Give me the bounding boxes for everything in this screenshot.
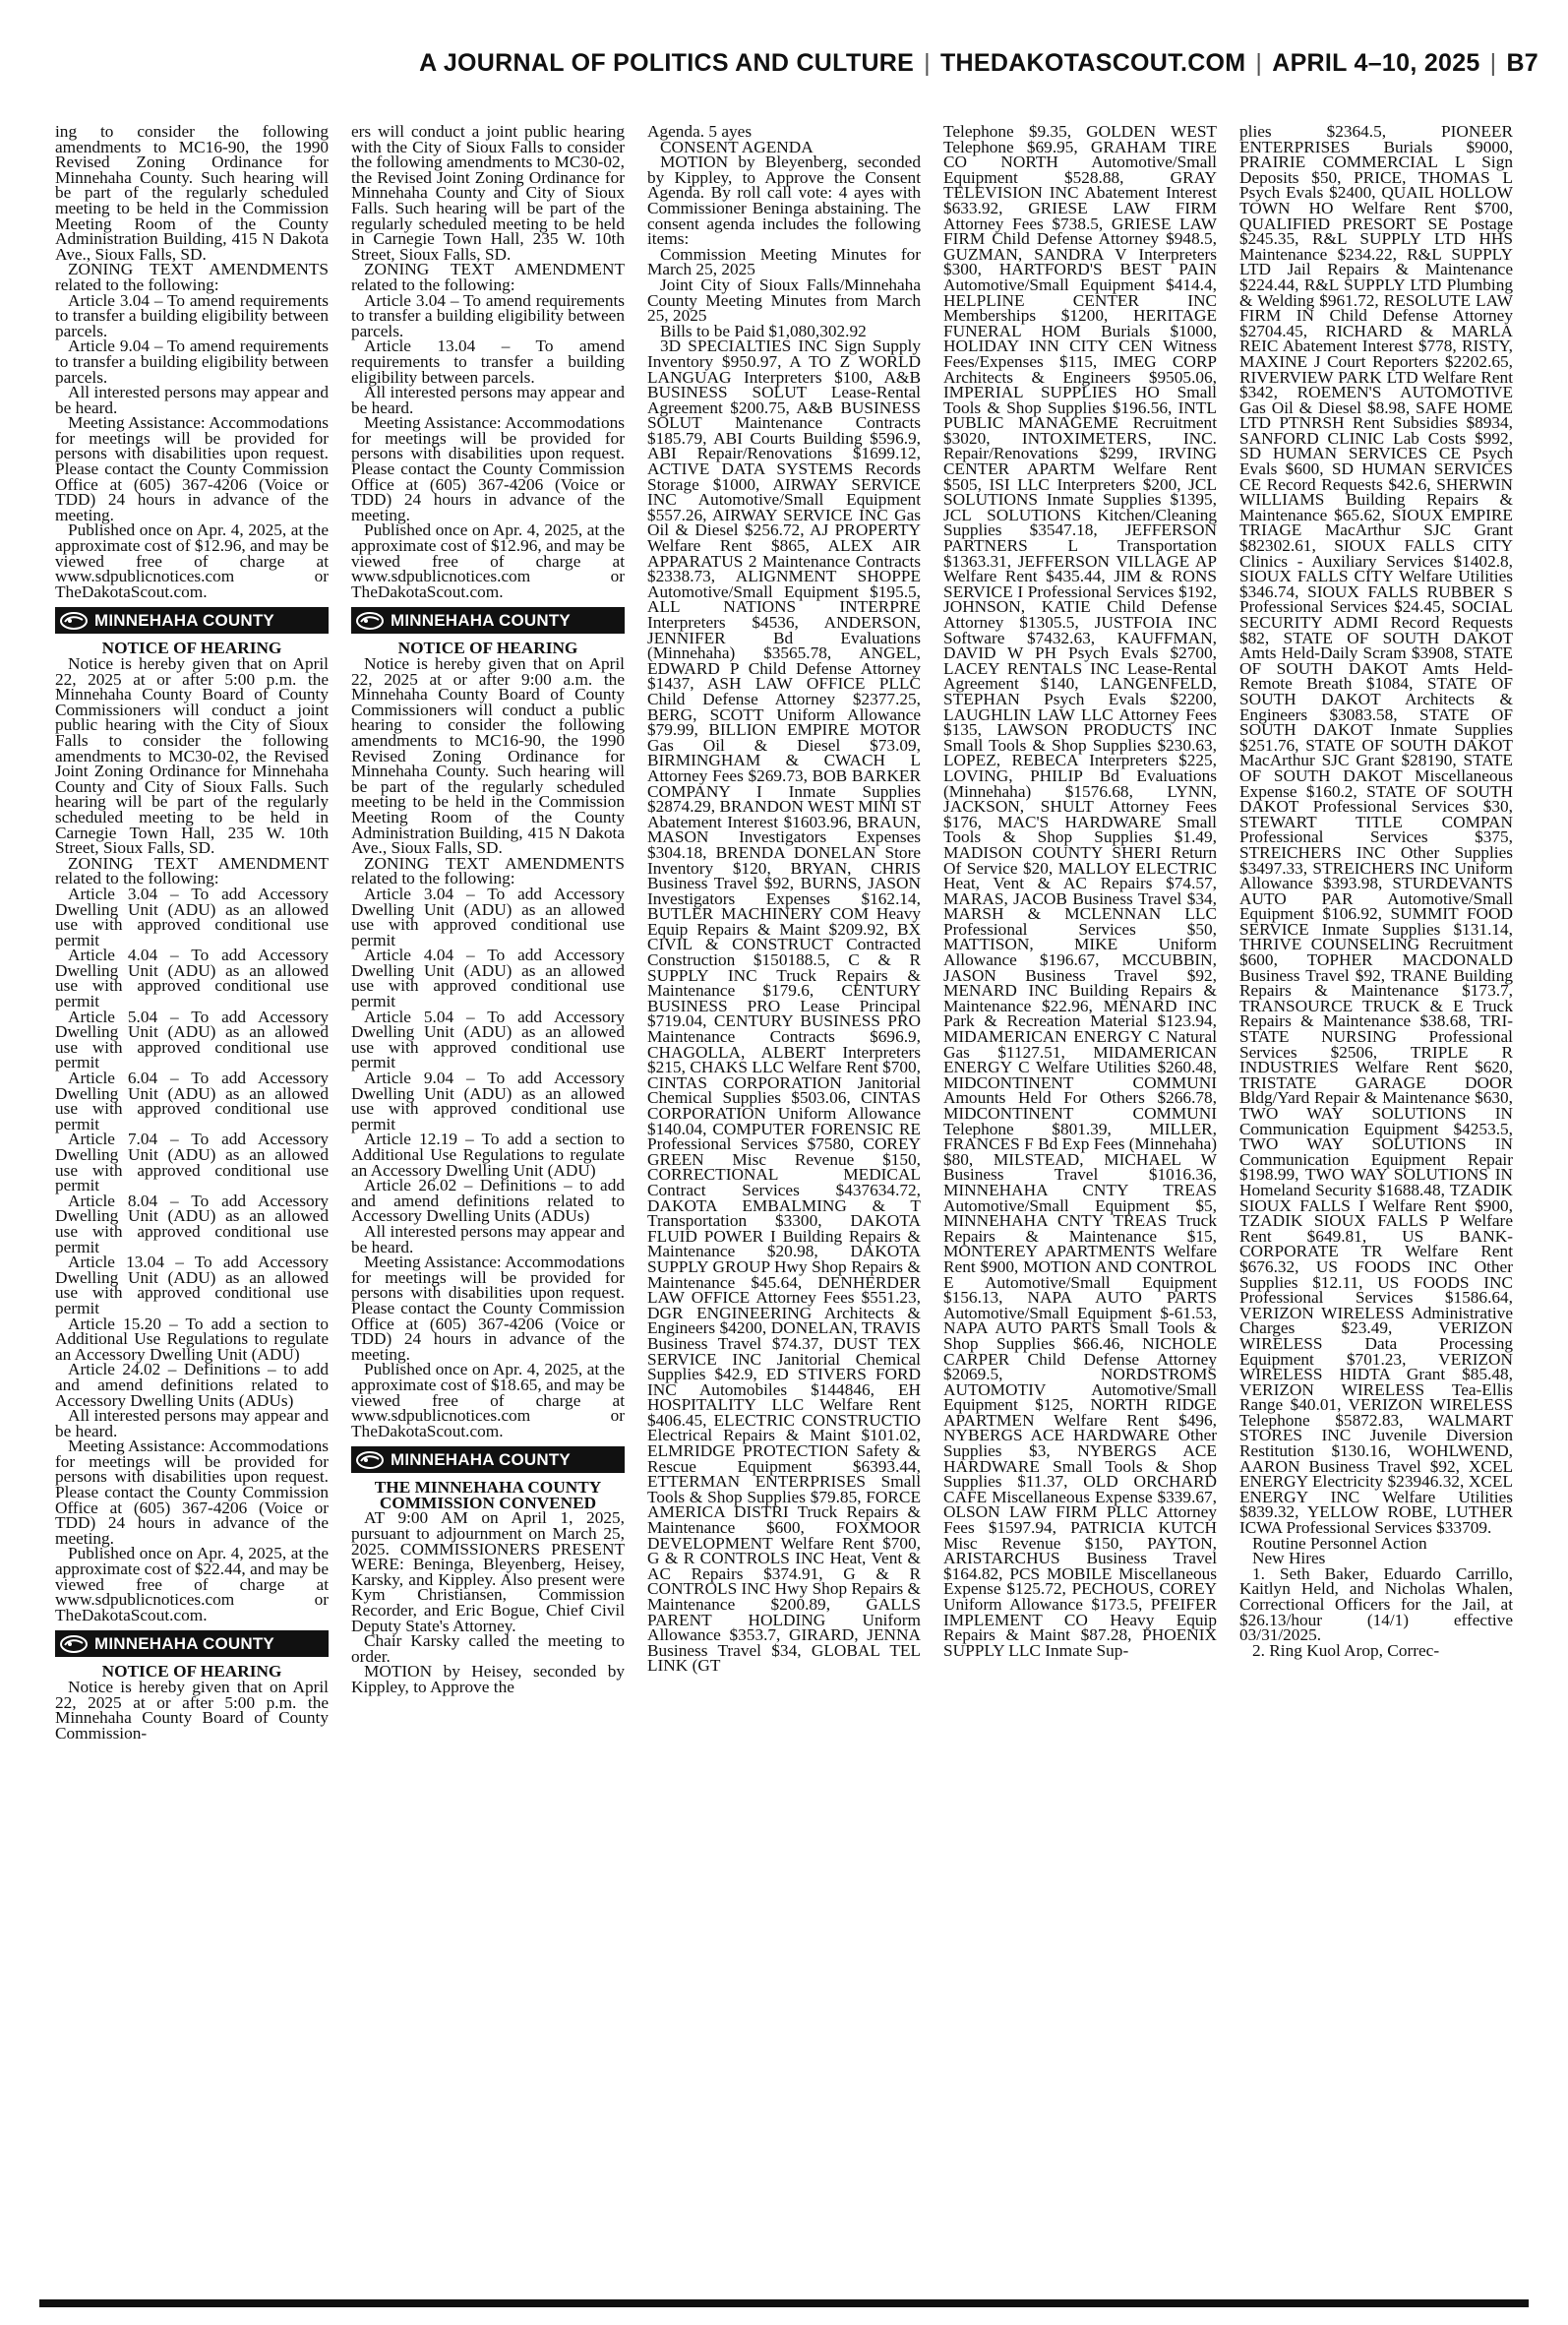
notices-columns — [55, 124, 1513, 2289]
notice-paragraph: Article 7.04 – To add Accessory Dwelling Unit (ADU) as an allowed use with approved conditional use permit — [55, 1130, 329, 1195]
notice-paragraph: Notice is hereby given that on April 22, 2025 at or after 5:00 p.m. the Minnehaha County Board of County Commission- — [55, 1678, 329, 1743]
notice-paragraph: ZONING TEXT AMENDMENTS related to the following: — [351, 853, 625, 888]
notice-paragraph: MOTION by Bleyenberg, seconded by Kippley, to Approve the Consent Agenda. By roll call vote: 4 ayes with Commissioner Beninga abstaining. The consent agenda includes the following items: — [647, 153, 921, 249]
notice-paragraph: Article 5.04 – To add Accessory Dwelling Unit (ADU) as an allowed use with approved conditional use permit — [351, 1007, 625, 1072]
county-seal-icon — [355, 611, 385, 631]
county-seal-icon — [355, 1450, 385, 1470]
notice-paragraph: All interested persons may appear and be heard. — [351, 1221, 625, 1256]
notice-paragraph: All interested persons may appear and be heard. — [55, 1406, 329, 1440]
notice-paragraph: Article 9.04 – To add Accessory Dwelling Unit (ADU) as an allowed use with approved conditional use permit — [351, 1069, 625, 1133]
notice-paragraph: Routine Personnel Action — [1252, 1533, 1427, 1553]
header-site[interactable]: THEDAKOTASCOUT.COM — [939, 49, 1246, 77]
county-banner-label: MINNEHAHA COUNTY — [94, 1634, 274, 1654]
column-5 — [1239, 124, 1513, 2289]
notice-paragraph: Article 5.04 – To add Accessory Dwelling Unit (ADU) as an allowed use with approved conditional use permit — [55, 1007, 329, 1072]
notice-heading: NOTICE OF HEARING — [101, 1662, 282, 1682]
notice-paragraph: Notice is hereby given that on April 22, 2025 at or after 9:00 a.m. the Minnehaha County Board of County Commissioners will conduct a public hearing to consider the following amendments to MC16-90, the 1990 Revised Zoning Ordinance for Minnehaha County. Such hearing will be part of the regularly scheduled meeting to be held in the Commission Meeting Room of the County Administration Building, 415 N Dakota Ave., Sioux Falls, SD. — [351, 654, 625, 858]
notice-paragraph: Meeting Assistance: Accommodations for meetings will be provided for persons with disabilities upon request. Please contact the County Commission Office at (605) 367-4206 (Voice or TDD) 24 hours in advance of the meeting. — [55, 413, 329, 524]
header-date: APRIL 4–10, 2025 — [1272, 49, 1480, 77]
notice-paragraph: Published once on Apr. 4, 2025, at the approximate cost of $12.96, and may be viewed free of charge at www.sdpublicnotices.com or TheDakotaScout.com. — [351, 520, 625, 601]
notice-paragraph: Published once on Apr. 4, 2025, at the approximate cost of $12.96, and may be viewed free of charge at www.sdpublicnotices.com or TheDakotaScout.com. — [55, 520, 329, 601]
county-seal-icon — [59, 611, 89, 631]
notice-paragraph: Meeting Assistance: Accommodations for meetings will be provided for persons with disabilities upon request. Please contact the County Commission Office at (605) 367-4206 (Voice or TDD) 24 hours in advance of the meeting. — [55, 1437, 329, 1548]
notice-paragraph: Article 4.04 – To add Accessory Dwelling Unit (ADU) as an allowed use with approved conditional use permit — [55, 946, 329, 1011]
county-banner-label: MINNEHAHA COUNTY — [391, 611, 571, 631]
county-banner-label: MINNEHAHA COUNTY — [94, 611, 274, 631]
notice-paragraph: Article 3.04 – To add Accessory Dwelling Unit (ADU) as an allowed use with approved conditional use permit — [351, 884, 625, 949]
notice-paragraph: Bills to be Paid $1,080,302.92 — [660, 321, 867, 340]
notice-paragraph: 3D SPECIALTIES INC Sign Supply Inventory $950.97, A TO Z WORLD LANGUAG Interpreters $100, A&B BUSINESS SOLUT Lease-Rental Agreement $200.75, A&B BUSINESS SOLUT Maintenance Contracts $185.79, ABI Courts Building $596.9, ABI Repair/Renovations $1699.12, ACTIVE DATA SYSTEMS Records Storage $1000, AIRWAY SERVICE INC Automotive/Small Equipment $557.26, AIRWAY SERVICE INC Gas Oil & Diesel $256.72, AJ PROPERTY Welfare Rent $865, ALEX AIR APPARATUS 2 Maintenance Contracts $2338.73, ALIGNMENT SHOPPE Automotive/Small Equipment $195.5, ALL NATIONS INTERPRE Interpreters $4536, ANDERSON, JENNIFER Bd Evaluations (Minnehaha) $3565.78, ANGEL, EDWARD P Child Defense Attorney $1437, ASH LAW OFFICE PLLC Child Defense Attorney $2377.25, BERG, SCOTT Uniform Allowance $79.99, BILLION EMPIRE MOTOR Gas Oil & Diesel $73.09, BIRMINGHAM & CWACH L Attorney Fees $269.73, BOB BARKER COMPANY I Inmate Supplies $2874.29, BRANDON WEST MINI ST Abatement Interest $1603.96, BRAUN, MASON Investigators Expenses $304.18, BRENDA DONELAN Store Inventory $120, BRYAN, CHRIS Business Travel $92, BURNS, JASON Investigators Expenses $162.14, BUTLER MACHINERY COM Heavy Equip Repairs & Maint $209.92, BX CIVIL & CONSTRUCT Contracted Construction $150188.5, C & R SUPPLY INC Truck Repairs & Maintenance $179.6, CENTURY BUSINESS PRO Lease Principal $719.04, CENTURY BUSINESS PRO Maintenance Contracts $696.9, CHAGOLLA, ALBERT Interpreters $215, CHAKS LLC Welfare Rent $700, CINTAS CORPORATION Janitorial Chemical Supplies $503.06, CINTAS CORPORATION Uniform Allowance $140.04, COMPUTER FORENSIC RE Professional Services $7580, COREY GREEN Misc Revenue $150, CORRECTIONAL MEDICAL Contract Services $437634.72, DAKOTA EMBALMING & T Transportation $3300, DAKOTA FLUID POWER I Building Repairs & Maintenance $20.98, DAKOTA SUPPLY GROUP Hwy Shop Repairs & Maintenance $45.64, DENHERDER LAW OFFICE Attorney Fees $551.23, DGR ENGINEERING Architects & Engineers $4200, DONELAN, TRAVIS Business Travel $74.37, DUST TEX SERVICE INC Janitorial Chemical Supplies $42.9, ED STIVERS FORD INC Automobiles $144846, EH HOSPITALITY LLC Welfare Rent $406.45, ELECTRIC CONSTRUCTIO Electrical Repairs & Maint $101.02, ELMRIDGE PROTECTION Safety & Rescue Equipment $6393.44, ETTERMAN ENTERPRISES Small Tools & Shop Supplies $79.85, FORCE AMERICA DISTRI Truck Repairs & Maintenance $600, FOXMOOR DEVELOPMENT Welfare Rent $700, G & R CONTROLS INC Heat, Vent & AC Repairs $374.91, G & R CONTROLS INC Hwy Shop Repairs & Maintenance $200.89, GALLS PARENT HOLDING Uniform Allowance $353.7, GIRARD, JENNA Business Travel $34, GLOBAL TEL LINK (GT — [647, 337, 921, 1676]
notice-paragraph: Article 12.19 – To add a section to Additional Use Regulations to regulate an Accessory Dwelling Unit (ADU) — [351, 1130, 625, 1180]
header-tagline: A JOURNAL OF POLITICS AND CULTURE — [419, 49, 915, 77]
notice-paragraph: Article 8.04 – To add Accessory Dwelling Unit (ADU) as an allowed use with approved conditional use permit — [55, 1191, 329, 1256]
county-banner — [351, 1446, 625, 1473]
notice-paragraph: All interested persons may appear and be heard. — [55, 383, 329, 417]
notice-paragraph: ZONING TEXT AMENDMENTS related to the following: — [55, 260, 329, 294]
notice-paragraph: New Hires — [1252, 1549, 1326, 1568]
column-3 — [647, 124, 921, 2289]
notice-heading: NOTICE OF HEARING — [397, 639, 578, 658]
notice-paragraph: ZONING TEXT AMENDMENT related to the following: — [351, 260, 625, 294]
notice-paragraph: Meeting Assistance: Accommodations for meetings will be provided for persons with disabilities upon request. Please contact the County Commission Office at (605) 367-4206 (Voice or TDD) 24 hours in advance of the meeting. — [351, 413, 625, 524]
county-banner-label: MINNEHAHA COUNTY — [391, 1449, 571, 1469]
notice-paragraph: Article 3.04 – To add Accessory Dwelling Unit (ADU) as an allowed use with approved conditional use permit — [55, 884, 329, 949]
column-2 — [351, 124, 625, 2289]
notice-paragraph: Commission Meeting Minutes for March 25, 2025 — [647, 244, 921, 279]
notice-paragraph: Chair Karsky called the meeting to order. — [351, 1631, 625, 1666]
notice-paragraph: ing to consider the following amendments to MC16-90, the 1990 Revised Zoning Ordinance for Minnehaha County. Such hearing will be part of the regularly scheduled meeting to be held in the Commission Meeting Room of the County Administration Building, 415 N Dakota Ave., Sioux Falls, SD. — [55, 124, 329, 264]
page-header — [0, 0, 1568, 106]
notice-paragraph: Published once on Apr. 4, 2025, at the approximate cost of $22.44, and may be viewed free of charge at www.sdpublicnotices.com or TheDakotaScout.com. — [55, 1544, 329, 1624]
column-4 — [943, 124, 1217, 2289]
notice-paragraph: Article 13.04 – To amend requirements to transfer a building eligibility between parcels. — [351, 337, 625, 387]
county-banner — [351, 607, 625, 634]
notice-paragraph: ers will conduct a joint public hearing with the City of Sioux Falls to consider the following amendments to MC30-02, the Revised Joint Zoning Ordinance for Minnehaha County and City of Sioux Falls. Such hearing will be part of the regularly scheduled meeting to be held in Carnegie Town Hall, 235 W. 10th Street, Sioux Falls, SD. — [351, 124, 625, 264]
notice-paragraph: Meeting Assistance: Accommodations for meetings will be provided for persons with disabilities upon request. Please contact the County Commission Office at (605) 367-4206 (Voice or TDD) 24 hours in advance of the meeting. — [351, 1253, 625, 1364]
notice-paragraph: Telephone $9.35, GOLDEN WEST Telephone $69.95, GRAHAM TIRE CO NORTH Automotive/Small Equipment $528.88, GRAY TELEVISION INC Abatement Interest $633.92, GRIESE LAW FIRM Attorney Fees $738.5, GRIESE LAW FIRM Child Defense Attorney $948.5, GUZMAN, SANDRA V Interpreters $300, HARTFORD'S BEST PAIN Automotive/Small Equipment $414.4, HELPLINE CENTER INC Memberships $1200, HERITAGE FUNERAL HOM Burials $1000, HOLIDAY INN CITY CEN Witness Fees/Expenses $115, IMEG CORP Architects & Engineers $9505.06, IMPERIAL SUPPLIES HO Small Tools & Shop Supplies $196.56, INTL PUBLIC MANAGEME Recruitment $3020, INTOXIMETERS, INC. Repair/Renovations $299, IRVING CENTER APARTM Welfare Rent $505, ISI LLC Interpreters $200, JCL SOLUTIONS Inmate Supplies $1395, JCL SOLUTIONS Kitchen/Cleaning Supplies $3547.18, JEFFERSON PARTNERS L Transportation $1363.31, JEFFERSON VILLAGE AP Welfare Rent $435.44, JIM & RONS SERVICE I Professional Services $192, JOHNSON, KATIE Child Defense Attorney $1305.5, JUSTFOIA INC Software $7432.63, KAUFFMAN, DAVID W PH Psych Evals $2700, LACEY RENTALS INC Lease-Rental Agreement $140, LANGENFELD, STEPHAN Psych Evals $2200, LAUGHLIN LAW LLC Attorney Fees $135, LAWSON PRODUCTS INC Small Tools & Shop Supplies $230.63, LOPEZ, REBECA Interpreters $225, LOVING, PHILIP Bd Evaluations (Minnehaha) $1576.68, LYNN, JACKSON, SHULT Attorney Fees $176, MAC'S HARDWARE Small Tools & Shop Supplies $1.49, MADISON COUNTY SHERI Return Of Service $20, MALLOY ELECTRIC Heat, Vent & AC Repairs $74.57, MARAS, JACOB Business Travel $34, MARSH & MCLENNAN LLC Professional Services $50, MATTISON, MIKE Uniform Allowance $196.67, MCCUBBIN, JASON Business Travel $92, MENARD INC Building Repairs & Maintenance $22.96, MENARD INC Park & Recreation Material $123.94, MIDAMERICAN ENERGY C Natural Gas $1127.51, MIDAMERICAN ENERGY C Welfare Utilities $260.48, MIDCONTINENT COMMUNI Amounts Held For Others $266.78, MIDCONTINENT COMMUNI Telephone $801.39, MILLER, FRANCES F Bd Exp Fees (Minnehaha) $80, MILSTEAD, MICHAEL W Business Travel $1016.36, MINNEHAHA CNTY TREAS Automotive/Small Equipment $5, MINNEHAHA CNTY TREAS Truck Repairs & Maintenance $15, MONTEREY APARTMENTS Welfare Rent $900, MOTION AND CONTROL E Automotive/Small Equipment $156.13, NAPA AUTO PARTS Automotive/Small Equipment $-61.53, NAPA AUTO PARTS Small Tools & Shop Supplies $66.46, NICHOLE CARPER Child Defense Attorney $2069.5, NORDSTROMS AUTOMOTIV Automotive/Small Equipment $125, NORTH RIDGE APARTMEN Welfare Rent $496, NYBERGS ACE HARDWARE Other Supplies $3, NYBERGS ACE HARDWARE Small Tools & Shop Supplies $11.37, OLD ORCHARD CAFE Miscellaneous Expense $339.67, OLSON LAW FIRM PLLC Attorney Fees $1597.94, PATRICIA KUTCH Misc Revenue $150, PAYTON, ARISTARCHUS Business Travel $164.82, PCS MOBILE Miscellaneous Expense $125.72, PECHOUS, COREY Uniform Allowance $173.5, PFEIFER IMPLEMENT CO Heavy Equip Repairs & Maint $87.28, PHOENIX SUPPLY LLC Inmate Sup- — [943, 124, 1217, 1660]
header-line: A JOURNAL OF POLITICS AND CULTURE | THEDAKOTASCOUT.COM | APRIL 4–10, 2025 | B7 — [419, 49, 1538, 77]
notice-heading: NOTICE OF HEARING — [101, 639, 282, 658]
notice-paragraph: Article 26.02 – Definitions – to add and amend definitions related to Accessory Dwelling Units (ADUs) — [351, 1176, 625, 1226]
notice-paragraph: Article 24.02 – Definitions – to add and amend definitions related to Accessory Dwelling Units (ADUs) — [55, 1360, 329, 1410]
county-banner — [55, 1630, 329, 1657]
notice-paragraph: plies $2364.5, PIONEER ENTERPRISES Burials $9000, PRAIRIE COMMERCIAL L Sign Deposits $50, PRICE, THOMAS L Psych Evals $2400, QUAIL HOLLOW TOWN HO Welfare Rent $700, QUALIFIED PRESORT SE Postage $245.35, R&L SUPPLY LTD HHS Maintenance $234.22, R&L SUPPLY LTD Jail Repairs & Maintenance $224.44, R&L SUPPLY LTD Plumbing & Welding $961.72, RESOLUTE LAW FIRM IN Child Defense Attorney $2704.45, RICHARD & MARLA REIC Abatement Interest $778, RISTY, MAXINE J Court Reporters $2202.65, RIVERVIEW PARK LTD Welfare Rent $342, ROEMEN'S AUTOMOTIVE Gas Oil & Diesel $8.98, SAFE HOME LTD PTNRSH Rent Subsidies $8934, SANFORD CLINIC Lab Costs $992, SD HUMAN SERVICES CE Psych Evals $600, SD HUMAN SERVICES CE Record Requests $42.6, SHERWIN WILLIAMS Building Repairs & Maintenance $65.62, SIOUX EMPIRE TRIAGE MacArthur SJC Grant $82302.61, SIOUX FALLS CITY Clinics - Auxiliary Services $1402.8, SIOUX FALLS CITY Welfare Utilities $346.74, SIOUX FALLS RUBBER S Professional Services $24.45, SOCIAL SECURITY ADMI Record Requests $82, STATE OF SOUTH DAKOT Amts Held-Daily Scram $3908, STATE OF SOUTH DAKOT Amts Held-Remote Breath $1084, STATE OF SOUTH DAKOT Architects & Engineers $3083.58, STATE OF SOUTH DAKOT Inmate Supplies $251.76, STATE OF SOUTH DAKOT MacArthur SJC Grant $28190, STATE OF SOUTH DAKOT Miscellaneous Expense $160.2, STATE OF SOUTH DAKOT Professional Services $30, STEWART TITLE COMPAN Professional Services $375, STREICHERS INC Other Supplies $3497.33, STREICHERS INC Uniform Allowance $393.98, STURDEVANTS AUTO PAR Automotive/Small Equipment $106.92, SUMMIT FOOD SERVICE Inmate Supplies $131.14, THRIVE COUNSELING Recruitment $600, TOPHER MACDONALD Business Travel $92, TRANE Building Repairs & Maintenance $173.7, TRANSOURCE TRUCK & E Truck Repairs & Maintenance $38.68, TRI-STATE NURSING Professional Services $2506, TRIPLE R INDUSTRIES Welfare Rent $620, TRISTATE GARAGE DOOR Bldg/Yard Repair & Maintenance $630, TWO WAY SOLUTIONS IN Communication Equipment $4253.5, TWO WAY SOLUTIONS IN Communication Equipment Repair $198.99, TWO WAY SOLUTIONS IN Homeland Security $1688.48, TZADIK SIOUX FALLS I Welfare Rent $900, TZADIK SIOUX FALLS P Welfare Rent $649.81, US BANK-CORPORATE TR Welfare Rent $676.32, US FOODS INC Other Supplies $12.11, US FOODS INC Professional Services $1586.64, VERIZON WIRELESS Administrative Charges $23.49, VERIZON WIRELESS Data Processing Equipment $701.23, VERIZON WIRELESS HIDTA Grant $85.48, VERIZON WIRELESS Tea-Ellis Range $40.01, VERIZON WIRELESS Telephone $5872.83, WALMART STORES INC Juvenile Diversion Restitution $130.16, WOHLWEND, AARON Business Travel $92, XCEL ENERGY Electricity $23946.32, XCEL ENERGY INC Welfare Utilities $839.32, YELLOW ROBE, LUTHER ICWA Professional Services $33709. — [1239, 124, 1513, 1538]
notice-paragraph: Article 15.20 – To add a section to Additional Use Regulations to regulate an Accessory Dwelling Unit (ADU) — [55, 1314, 329, 1364]
notice-heading: THE MINNEHAHA COUNTY COMMISSION CONVENED — [374, 1478, 602, 1512]
notice-paragraph: Article 6.04 – To add Accessory Dwelling Unit (ADU) as an allowed use with approved conditional use permit — [55, 1069, 329, 1133]
notice-paragraph: CONSENT AGENDA — [660, 137, 814, 156]
notice-paragraph: 2. Ring Kuol Arop, Correc- — [1252, 1640, 1440, 1660]
notice-paragraph: AT 9:00 AM on April 1, 2025, pursuant to adjournment on March 25, 2025. COMMISSIONERS PRESENT WERE: Beninga, Bleyenberg, Heisey, Karsky, and Kippley. Also present were Kym Christiansen, Commission Recorder, and Eric Bogue, Chief Civil Deputy State's Attorney. — [351, 1508, 625, 1635]
notice-paragraph: 1. Seth Baker, Eduardo Carrillo, Kaitlyn Held, and Nicholas Whalen, Correctional Officers for the Jail, at $26.13/hour (14/1) effective 03/31/2025. — [1239, 1563, 1513, 1645]
notice-paragraph: Joint City of Sioux Falls/Minnehaha County Meeting Minutes from March 25, 2025 — [647, 275, 921, 326]
notice-paragraph: Article 4.04 – To add Accessory Dwelling Unit (ADU) as an allowed use with approved conditional use permit — [351, 946, 625, 1011]
notice-paragraph: Article 3.04 – To amend requirements to transfer a building eligibility between parcels. — [351, 290, 625, 340]
bottom-rule — [39, 2299, 1529, 2307]
notice-paragraph: MOTION by Heisey, seconded by Kippley, to Approve the — [351, 1662, 625, 1696]
county-banner — [55, 607, 329, 634]
notice-paragraph: All interested persons may appear and be heard. — [351, 383, 625, 417]
notice-paragraph: Article 13.04 – To add Accessory Dwelling Unit (ADU) as an allowed use with approved conditional use permit — [55, 1253, 329, 1317]
notice-paragraph: Notice is hereby given that on April 22, 2025 at or after 5:00 p.m. the Minnehaha County Board of County Commissioners will conduct a joint public hearing with the City of Sioux Falls to consider the following amendments to MC30-02, the Revised Joint Zoning Ordinance for Minnehaha County and City of Sioux Falls. Such hearing will be part of the regularly scheduled meeting to be held in Carnegie Town Hall, 235 W. 10th Street, Sioux Falls, SD. — [55, 654, 329, 858]
header-page-number: B7 — [1506, 49, 1538, 77]
notice-paragraph: ZONING TEXT AMENDMENT related to the following: — [55, 853, 329, 888]
notice-paragraph: Article 3.04 – To amend requirements to transfer a building eligibility between parcels. — [55, 290, 329, 340]
notice-paragraph: Agenda. 5 ayes — [647, 124, 753, 141]
notice-paragraph: Article 9.04 – To amend requirements to transfer a building eligibility between parcels. — [55, 337, 329, 387]
column-1 — [55, 124, 329, 2289]
notice-paragraph: Published once on Apr. 4, 2025, at the approximate cost of $18.65, and may be viewed free of charge at www.sdpublicnotices.com or TheDakotaScout.com. — [351, 1360, 625, 1440]
county-seal-icon — [59, 1634, 89, 1654]
